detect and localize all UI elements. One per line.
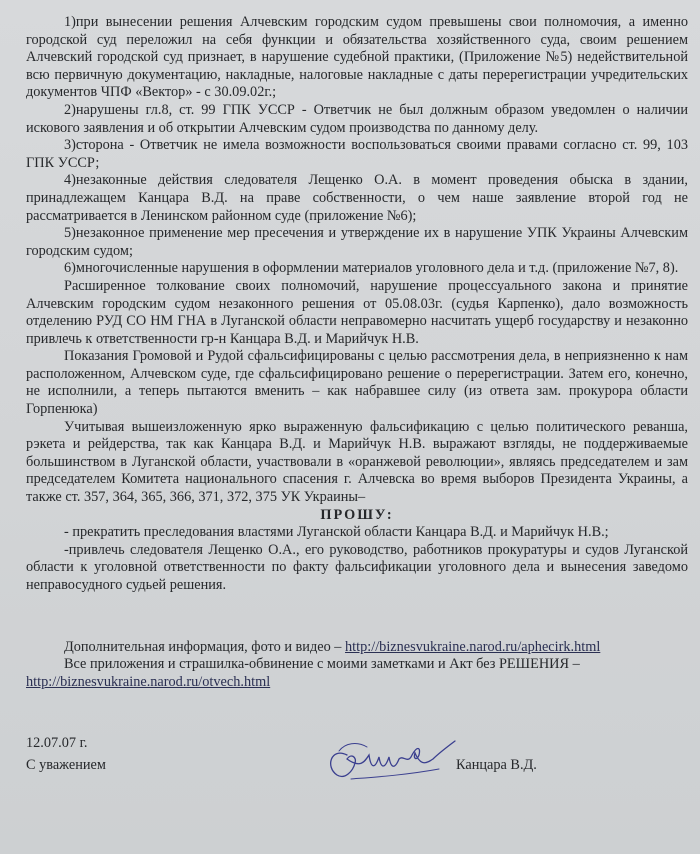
attachments-link[interactable]: http://biznesvukraine.narod.ru/otvech.html bbox=[26, 673, 271, 690]
paragraph-6: 6)многочисленные нарушения в оформлении материалов уголовного дела и т.д. (приложение №7, 8). bbox=[64, 260, 679, 277]
additional-info-line bbox=[26, 639, 688, 657]
additional-info-text: Дополнительная информация, фото и видео – bbox=[64, 638, 346, 655]
paragraph-5: 5)незаконное применение мер пресечения и утверждение их в нарушение УПК Украины Алчевским городским судом; bbox=[26, 225, 688, 259]
spacer bbox=[26, 595, 688, 639]
paragraph-9: Учитывая вышеизложенную ярко выраженную фальсификацию с целью политического реванша, рэкета и рейдерства, так как Канцара В.Д. и Марийчук Н.В. выражают взгляды, не поддерживаемые большинством в Луганской области, участвовали в «оранжевой революции», являясь председателем и зам председателем Комитета национального спасения г. Алчевска во время выборов Президента Украины, а также ст. 357, 364, 365, 366, 371, 372, 375 УК Украины– bbox=[26, 418, 688, 506]
additional-info-link[interactable]: http://biznesvukraine.narod.ru/aphecirk.html bbox=[345, 638, 601, 655]
request-item-2: -привлечь следователя Лещенко О.А., его руководство, работников прокуратуры и судов Луганской области к уголовной ответственности по факту фальсификации уголовного дела и вынесения заведомо неправосудного судьей решения. bbox=[26, 541, 688, 593]
signer-name: Канцара В.Д. bbox=[456, 757, 537, 774]
request-heading: ПРОШУ: bbox=[320, 506, 394, 523]
paragraph-2: 2)нарушены гл.8, ст. 99 ГПК УССР - Ответчик не был должным образом уведомлен о наличии искового заявления и об открытии Алчевским судом производства по данному делу. bbox=[26, 101, 688, 136]
signature-block bbox=[26, 735, 688, 795]
paragraph-4: 4)незаконные действия следователя Лещенко О.А. в момент проведения обыска в здании, принадлежащем Канцара В.Д. на праве собственности, о чем наше заявление второй год не рассматривается в Ленинском районном суде (приложение №6); bbox=[26, 172, 688, 224]
closing-regards: С уважением bbox=[26, 757, 106, 774]
paragraph-3: 3)сторона - Ответчик не имела возможности воспользоваться своими правами согласно ст. 99, 103 ГПК УССР; bbox=[26, 137, 688, 171]
attachments-link-line bbox=[26, 674, 688, 692]
paragraph-7: Расширенное толкование своих полномочий, нарушение процессуального закона и принятие Алчевским городским судом незаконного решения от 05.08.03г. (судья Карпенко), дало возможность отделению РУД СО НМ ГНА в Луганской области неправомерно насчитать ущерб государству и незаконно привлечь к ответственности гр-н Канцара В.Д. и Марийчук Н.В. bbox=[26, 277, 688, 347]
attachments-line: Все приложения и страшилка-обвинение с моими заметками и Акт без РЕШЕНИЯ – bbox=[64, 656, 580, 673]
request-item-1: - прекратить преследования властями Луганской области Канцара В.Д. и Марийчук Н.В.; bbox=[64, 524, 609, 541]
paragraph-1: 1)при вынесении решения Алчевским городским судом превышены свои полномочия, а именно городской суд переложил на себя функции и обязательства хозяйственного суда, своим решением Алчевский городской суд признает, в нарушение судебной практики, (Приложение №5) недействительной всю первичную документацию, накладные, налоговые накладные с даты перерегистрации учредительских документов ЧПФ «Вектор» - с 30.09.02г.; bbox=[26, 14, 688, 101]
paragraph-8: Показания Громовой и Рудой сфальсифицированы с целью рассмотрения дела, в неприязненно к нам расположенном, Алчевском суде, где сфальсифицировано решение о перерегистрации. Затем его, конечно, не исполнили, а теперь пытаются вменить – как набравшее силу (из ответа зам. прокурора области Горпенюка) bbox=[26, 348, 688, 418]
handwritten-signature bbox=[321, 733, 461, 787]
letter-date: 12.07.07 г. bbox=[26, 735, 88, 752]
spacer bbox=[26, 691, 688, 735]
